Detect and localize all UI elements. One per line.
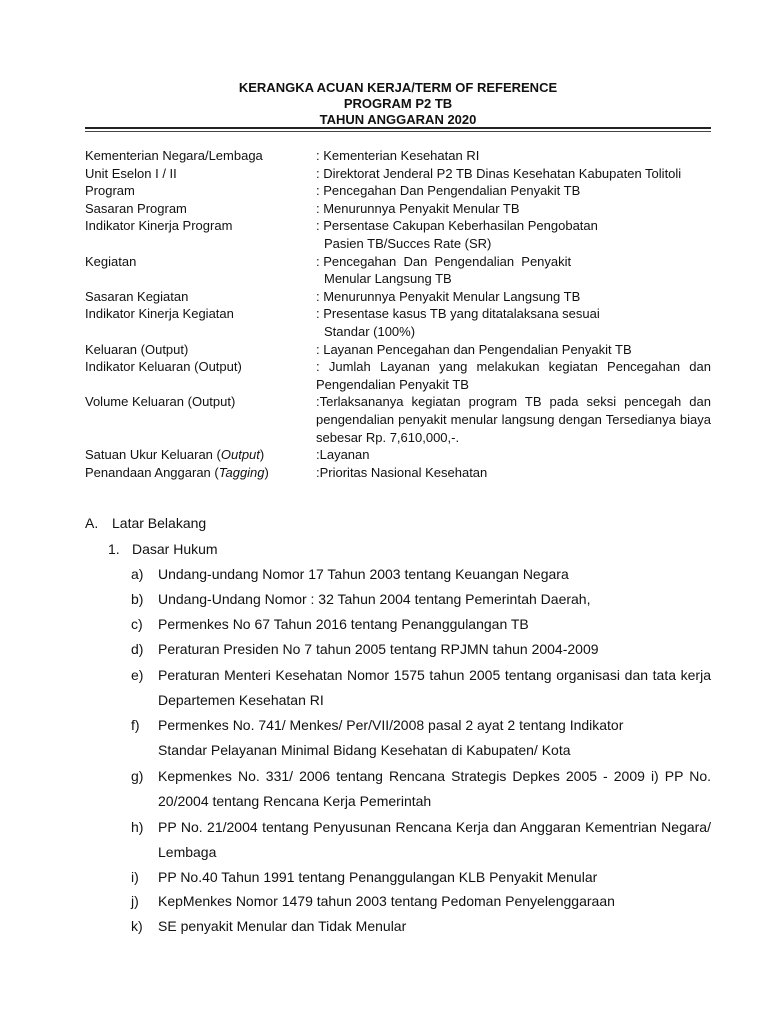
meta-label: Satuan Ukur Keluaran (Output) (85, 447, 265, 463)
meta-value-continued: Pasien TB/Succes Rate (SR) (324, 235, 492, 251)
meta-value: : Layanan Pencegahan dan Pengendalian Penyakit TB (316, 341, 632, 357)
meta-row (85, 393, 711, 446)
law-item: e) Peraturan Menteri Kesehatan Nomor 1575 tahun 2005 tentang organisasi dan tata kerja Departemen Kesehatan RI (131, 667, 711, 708)
law-item: j) KepMenkes Nomor 1479 tahun 2003 tentang Pedoman Penyelenggaraan (131, 893, 615, 909)
meta-label: Kementerian Negara/Lembaga (85, 148, 263, 163)
meta-value-continued: Menular Langsung TB (324, 271, 452, 287)
meta-row (85, 358, 711, 393)
meta-value: :Prioritas Nasional Kesehatan (316, 464, 488, 480)
meta-row (85, 464, 711, 482)
meta-row (85, 305, 711, 340)
meta-row (85, 253, 711, 288)
meta-value: : Menurunnya Penyakit Menular Langsung TB (316, 288, 581, 304)
meta-row (85, 446, 711, 464)
meta-label: Sasaran Kegiatan (85, 288, 189, 304)
meta-row (85, 147, 711, 165)
meta-value-continued: Standar (100%) (324, 323, 416, 339)
meta-label: Keluaran (Output) (85, 341, 189, 357)
subsection-number: 1. (108, 541, 120, 557)
law-item: k) SE penyakit Menular dan Tidak Menular (131, 918, 407, 934)
meta-label: Sasaran Program (85, 200, 187, 216)
meta-label: Indikator Kinerja Kegiatan (85, 306, 234, 322)
meta-value: : Menurunnya Penyakit Menular TB (316, 200, 520, 216)
subsection-heading-1 (108, 541, 218, 557)
meta-label: Program (85, 183, 135, 199)
law-item: i) PP No.40 Tahun 1991 tentang Penanggulangan KLB Penyakit Menular (131, 869, 598, 885)
law-item: h) PP No. 21/2004 tentang Penyusunan Rencana Kerja dan Anggaran Kementrian Negara/ Lembaga (131, 819, 711, 860)
meta-label: Volume Keluaran (Output) (85, 394, 236, 410)
law-item: c) Permenkes No 67 Tahun 2016 tentang Penanggulangan TB (131, 616, 529, 632)
meta-value: : Persentase Cakupan Keberhasilan Pengobatan (316, 218, 598, 234)
meta-value: : Jumlah Layanan yang melakukan kegiatan Pencegahan dan Pengendalian Penyakit TB (316, 359, 711, 392)
law-item: a) Undang-undang Nomor 17 Tahun 2003 tentang Keuangan Negara (131, 566, 569, 582)
meta-value: : Pencegahan Dan Pengendalian Penyakit TB (316, 183, 581, 199)
header-year: TAHUN ANGGARAN 2020 (319, 112, 477, 127)
meta-label: Indikator Kinerja Program (85, 218, 233, 234)
meta-row (85, 182, 711, 200)
document-header (85, 80, 711, 128)
meta-value: : Presentase kasus TB yang ditatalaksana sesuai (316, 306, 600, 322)
meta-label: Kegiatan (85, 253, 137, 269)
meta-value: :Layanan (316, 447, 370, 463)
subsection-title: Dasar Hukum (132, 541, 218, 557)
meta-label: Penandaan Anggaran (Tagging) (85, 464, 269, 480)
meta-value: : Direktorat Jenderal P2 TB Dinas Kesehatan Kabupaten Tolitoli (316, 165, 682, 181)
header-program: PROGRAM P2 TB (343, 96, 453, 111)
section-title: Latar Belakang (112, 515, 207, 531)
meta-row (85, 200, 711, 218)
law-item: d) Peraturan Presiden No 7 tahun 2005 tentang RPJMN tahun 2004-2009 (131, 641, 599, 657)
meta-row (85, 341, 711, 359)
header-divider-thin (85, 131, 711, 132)
law-item: f) Permenkes No. 741/ Menkes/ Per/VII/2008 pasal 2 ayat 2 tentang Indikator Standar Pelayanan Minimal Bidang Kesehatan di Kabupaten/ Kota (131, 717, 624, 758)
meta-row (85, 165, 711, 183)
section-letter: A. (85, 515, 99, 531)
header-title: KERANGKA ACUAN KERJA/TERM OF REFERENCE (238, 80, 558, 95)
section-heading-a (85, 515, 206, 531)
meta-label: Unit Eselon I / II (85, 165, 177, 181)
law-item: g) Kepmenkes No. 331/ 2006 tentang Rencana Strategis Depkes 2005 - 2009 i) PP No. 20/2004 tentang Rencana Kerja Pemerintah (131, 768, 711, 809)
meta-value: : Pencegahan Dan Pengendalian Penyakit (316, 253, 572, 269)
meta-table (85, 147, 711, 481)
meta-value: :Terlaksananya kegiatan program TB pada seksi pencegah dan pengendalian penyakit menular langsung dengan Tersedianya biaya sebesar Rp. 7,610,000,-. (316, 394, 711, 445)
meta-label: Indikator Keluaran (Output) (85, 359, 242, 375)
law-item: b) Undang-Undang Nomor : 32 Tahun 2004 tentang Pemerintah Daerah, (131, 591, 591, 607)
meta-row (85, 288, 711, 306)
header-divider-thick (85, 127, 711, 129)
meta-row (85, 217, 711, 252)
meta-value: : Kementerian Kesehatan RI (316, 148, 480, 163)
